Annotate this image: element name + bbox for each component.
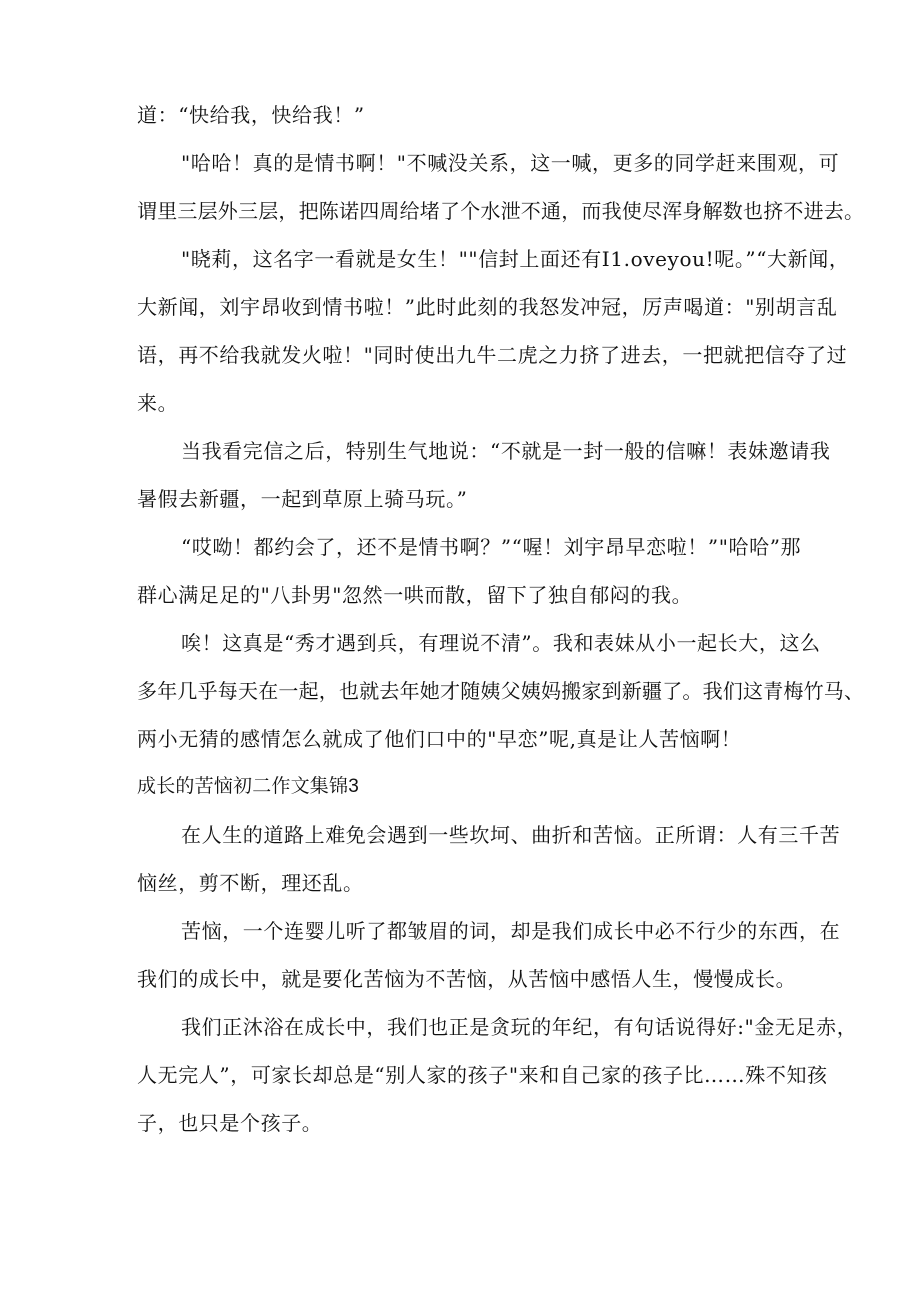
text-line: 大新闻，刘宇昂收到情书啦！”此时此刻的我怒发冲冠，厉声喝道："别胡言乱 xyxy=(137,295,838,319)
text-line: 两小无猜的感情怎么就成了他们口中的"早恋”呢,真是让人苦恼啊！ xyxy=(137,727,742,751)
text-line: 唉！这真是“秀才遇到兵，有理说不清”。我和表妹从小一起长大，这么 xyxy=(181,631,821,655)
text-line: 当我看完信之后，特别生气地说：“不就是一封一般的信嘛！表妹邀请我 xyxy=(181,439,831,463)
text-line: 人无完人”，可家长却总是“别人家的孩子"来和自己家的孩子比……殊不知孩 xyxy=(137,1063,828,1087)
text-line: 语，再不给我就发火啦！"同时使出九牛二虎之力挤了进去，一把就把信夺了过 xyxy=(137,343,848,367)
text-line: 子，也只是个孩子。 xyxy=(137,1111,323,1135)
text-line: 我们正沐浴在成长中，我们也正是贪玩的年纪，有句话说得好:"金无足赤， xyxy=(181,1015,858,1039)
text-line: “哎呦！都约会了，还不是情书啊？”“喔！刘宇昂早恋啦！”"哈哈”那 xyxy=(181,535,802,559)
text-line: 群心满足足的"八卦男"忽然一哄而散，留下了独自郁闷的我。 xyxy=(137,583,693,607)
text-line: 多年几乎每天在一起，也就去年她才随姨父姨妈搬家到新疆了。我们这青梅竹马、 xyxy=(137,679,865,703)
text-line: 暑假去新疆，一起到草原上骑马玩。” xyxy=(137,487,468,511)
text-line: 来。 xyxy=(137,391,179,415)
text-line: "哈哈！真的是情书啊！"不喊没关系，这一喊，更多的同学赶来围观，可 xyxy=(181,151,840,175)
text-line: 我们的成长中，就是要化苦恼为不苦恼，从苦恼中感悟人生，慢慢成长。 xyxy=(137,967,797,991)
text-line: 恼丝，剪不断，理还乱。 xyxy=(137,871,364,895)
text-line: 在人生的道路上难免会遇到一些坎坷、曲折和苦恼。正所谓：人有三千苦 xyxy=(181,823,841,847)
text-line: 道：“快给我，快给我！” xyxy=(137,103,365,127)
text-line: 苦恼，一个连婴儿听了都皱眉的词，却是我们成长中必不行少的东西，在 xyxy=(181,919,841,943)
section-heading: 成长的苦恼初二作文集锦3 xyxy=(137,776,359,797)
text-line: 谓里三层外三层，把陈诺四周给堵了个水泄不通，而我使尽浑身解数也挤不进去。 xyxy=(137,199,865,223)
text-line: "晓莉，这名字一看就是女生！""信封上面还有I1.oveyou!呢。”“大新闻， xyxy=(181,247,850,271)
